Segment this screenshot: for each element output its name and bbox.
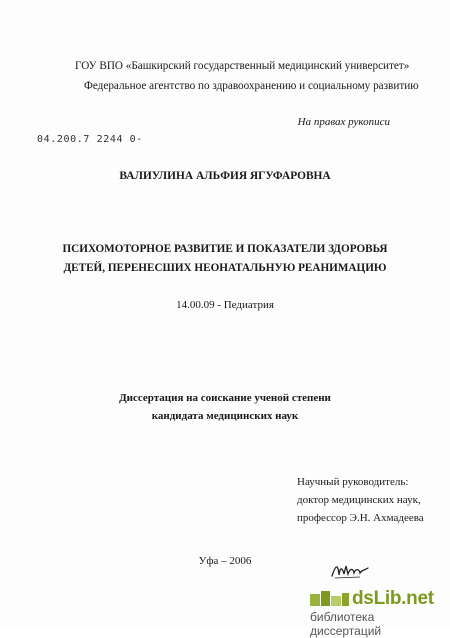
book-stack-icon bbox=[304, 588, 352, 610]
title-line-1: ПСИХОМОТОРНОЕ РАЗВИТИЕ И ПОКАЗАТЕЛИ ЗДОРОВЬЯ bbox=[62, 243, 388, 255]
manuscript-note: На правах рукописи bbox=[297, 116, 390, 128]
city-year: Уфа – 2006 bbox=[198, 555, 252, 567]
handwritten-signature bbox=[330, 560, 370, 582]
supervisor-heading: Научный руководитель: bbox=[297, 476, 409, 488]
dslib-watermark bbox=[304, 588, 446, 638]
watermark-subtitle: библиотека диссертаций bbox=[310, 610, 382, 638]
dissertation-line-1: Диссертация на соискание ученой степени bbox=[119, 392, 331, 404]
registration-stamp: 04.200.7 2244 0- bbox=[37, 134, 143, 145]
supervisor-name: профессор Э.Н. Ахмадеева bbox=[297, 512, 424, 524]
dissertation-line-2: кандидата медицинских наук bbox=[151, 410, 299, 422]
specialty-code: 14.00.09 - Педиатрия bbox=[176, 299, 274, 311]
organization-line-2: Федеральное агентство по здравоохранению и социальному развитию bbox=[84, 80, 419, 92]
watermark-brand: dsLib.net bbox=[352, 588, 434, 609]
organization-line-1: ГОУ ВПО «Башкирский государственный медицинский университет» bbox=[75, 60, 410, 72]
author-name: ВАЛИУЛИНА АЛЬФИЯ ЯГУФАРОВНА bbox=[119, 170, 331, 182]
supervisor-degree: доктор медицинских наук, bbox=[297, 494, 421, 506]
title-line-2: ДЕТЕЙ, ПЕРЕНЕСШИХ НЕОНАТАЛЬНУЮ РЕАНИМАЦИЮ bbox=[63, 262, 387, 274]
